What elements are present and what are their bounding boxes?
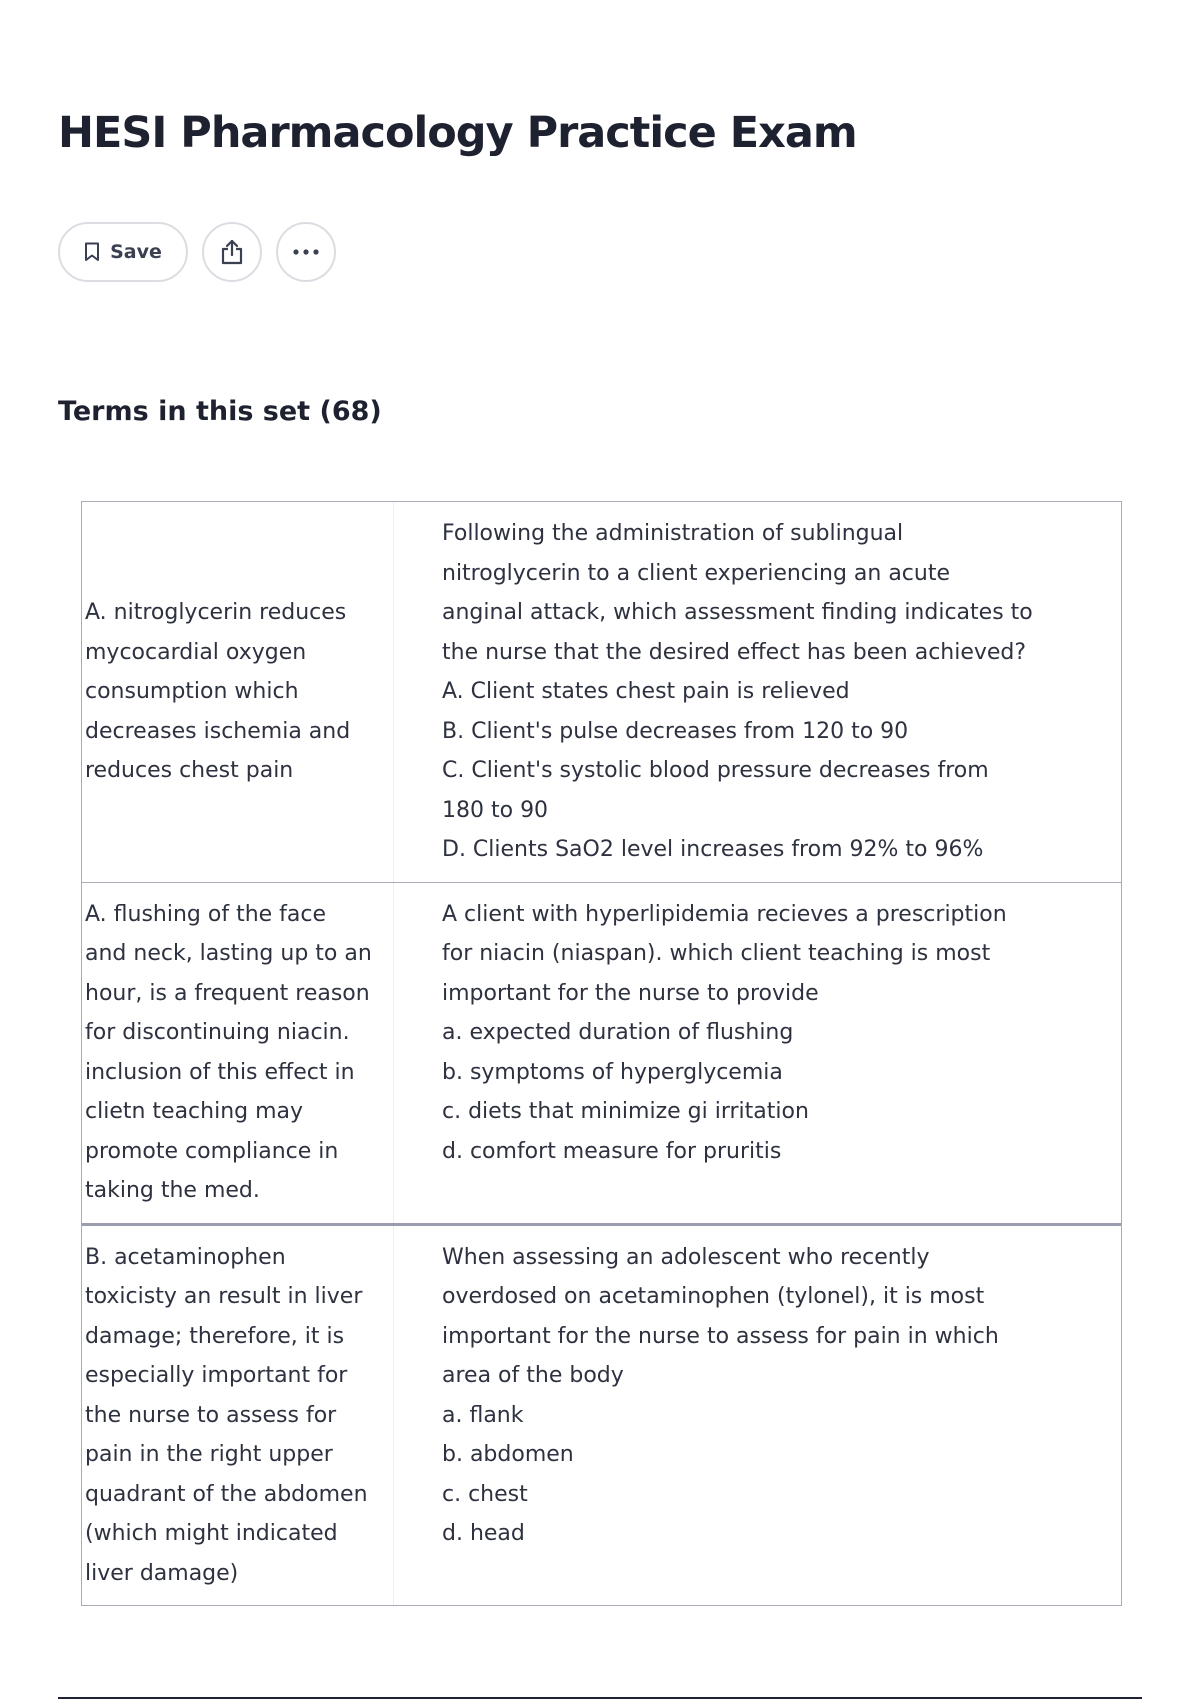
answer-option: 180 to 90 <box>442 797 549 823</box>
question-line: important for the nurse to provide <box>442 980 819 1006</box>
more-options-button[interactable] <box>276 222 336 282</box>
term-definition: B. acetaminophen toxicisty an result in liver damage; therefore, it is especially important for the nurse to assess for pain in the right upper quadrant of the abdomen (which might indicated liver damage) <box>82 1226 394 1606</box>
question-line: important for the nurse to assess for pain in which <box>442 1323 999 1349</box>
share-button[interactable] <box>202 222 262 282</box>
bottom-divider <box>58 1697 1142 1699</box>
term-question <box>394 883 1121 1184</box>
terms-table <box>81 501 1122 1606</box>
question-line: for niacin (niaspan). which client teaching is most <box>442 941 991 966</box>
question-line: A client with hyperlipidemia recieves a prescription <box>442 901 1007 927</box>
answer-option: c. chest <box>442 1481 528 1507</box>
question-line: overdosed on acetaminophen (tylonel), it is most <box>442 1284 985 1309</box>
share-icon <box>219 238 245 266</box>
answer-option: c. diets that minimize gi irritation <box>442 1099 809 1124</box>
answer-option: b. abdomen <box>442 1442 574 1467</box>
answer-option: a. expected duration of flushing <box>442 1020 794 1045</box>
answer-option: a. flank <box>442 1402 524 1428</box>
answer-option: B. Client's pulse decreases from 120 to 90 <box>442 718 909 744</box>
term-definition: A. nitroglycerin reduces mycocardial oxygen consumption which decreases ischemia and reduces chest pain <box>82 502 394 882</box>
question-line: nitroglycerin to a client experiencing an acute <box>442 560 951 586</box>
term-question <box>394 502 1121 882</box>
action-bar <box>58 222 336 282</box>
question-line: area of the body <box>442 1363 624 1388</box>
term-row <box>82 1226 1121 1606</box>
answer-option: d. comfort measure for pruritis <box>442 1138 782 1164</box>
question-line: Following the administration of sublingual <box>442 521 904 546</box>
answer-option: d. head <box>442 1521 525 1546</box>
answer-option: A. Client states chest pain is relieved <box>442 679 850 704</box>
terms-heading: Terms in this set (68) <box>58 396 382 427</box>
answer-option: D. Clients SaO2 level increases from 92% to 96% <box>442 837 984 862</box>
term-row <box>82 502 1121 883</box>
term-row <box>82 883 1121 1226</box>
term-definition: A. flushing of the face and neck, lasting up to an hour, is a frequent reason for discontinuing niacin. inclusion of this effect in clietn teaching may promote compliance in taking the med. <box>82 883 394 1223</box>
answer-option: b. symptoms of hyperglycemia <box>442 1059 783 1085</box>
save-label: Save <box>110 241 162 263</box>
save-button[interactable] <box>58 222 188 282</box>
page-title: HESI Pharmacology Practice Exam <box>58 108 857 158</box>
bookmark-icon <box>84 242 100 262</box>
term-question <box>394 1226 1121 1566</box>
question-line: When assessing an adolescent who recently <box>442 1244 930 1270</box>
question-line: anginal attack, which assessment finding indicates to <box>442 600 1033 625</box>
more-icon <box>292 248 320 256</box>
question-line: the nurse that the desired effect has been achieved? <box>442 639 1027 665</box>
answer-option: C. Client's systolic blood pressure decreases from <box>442 758 989 783</box>
